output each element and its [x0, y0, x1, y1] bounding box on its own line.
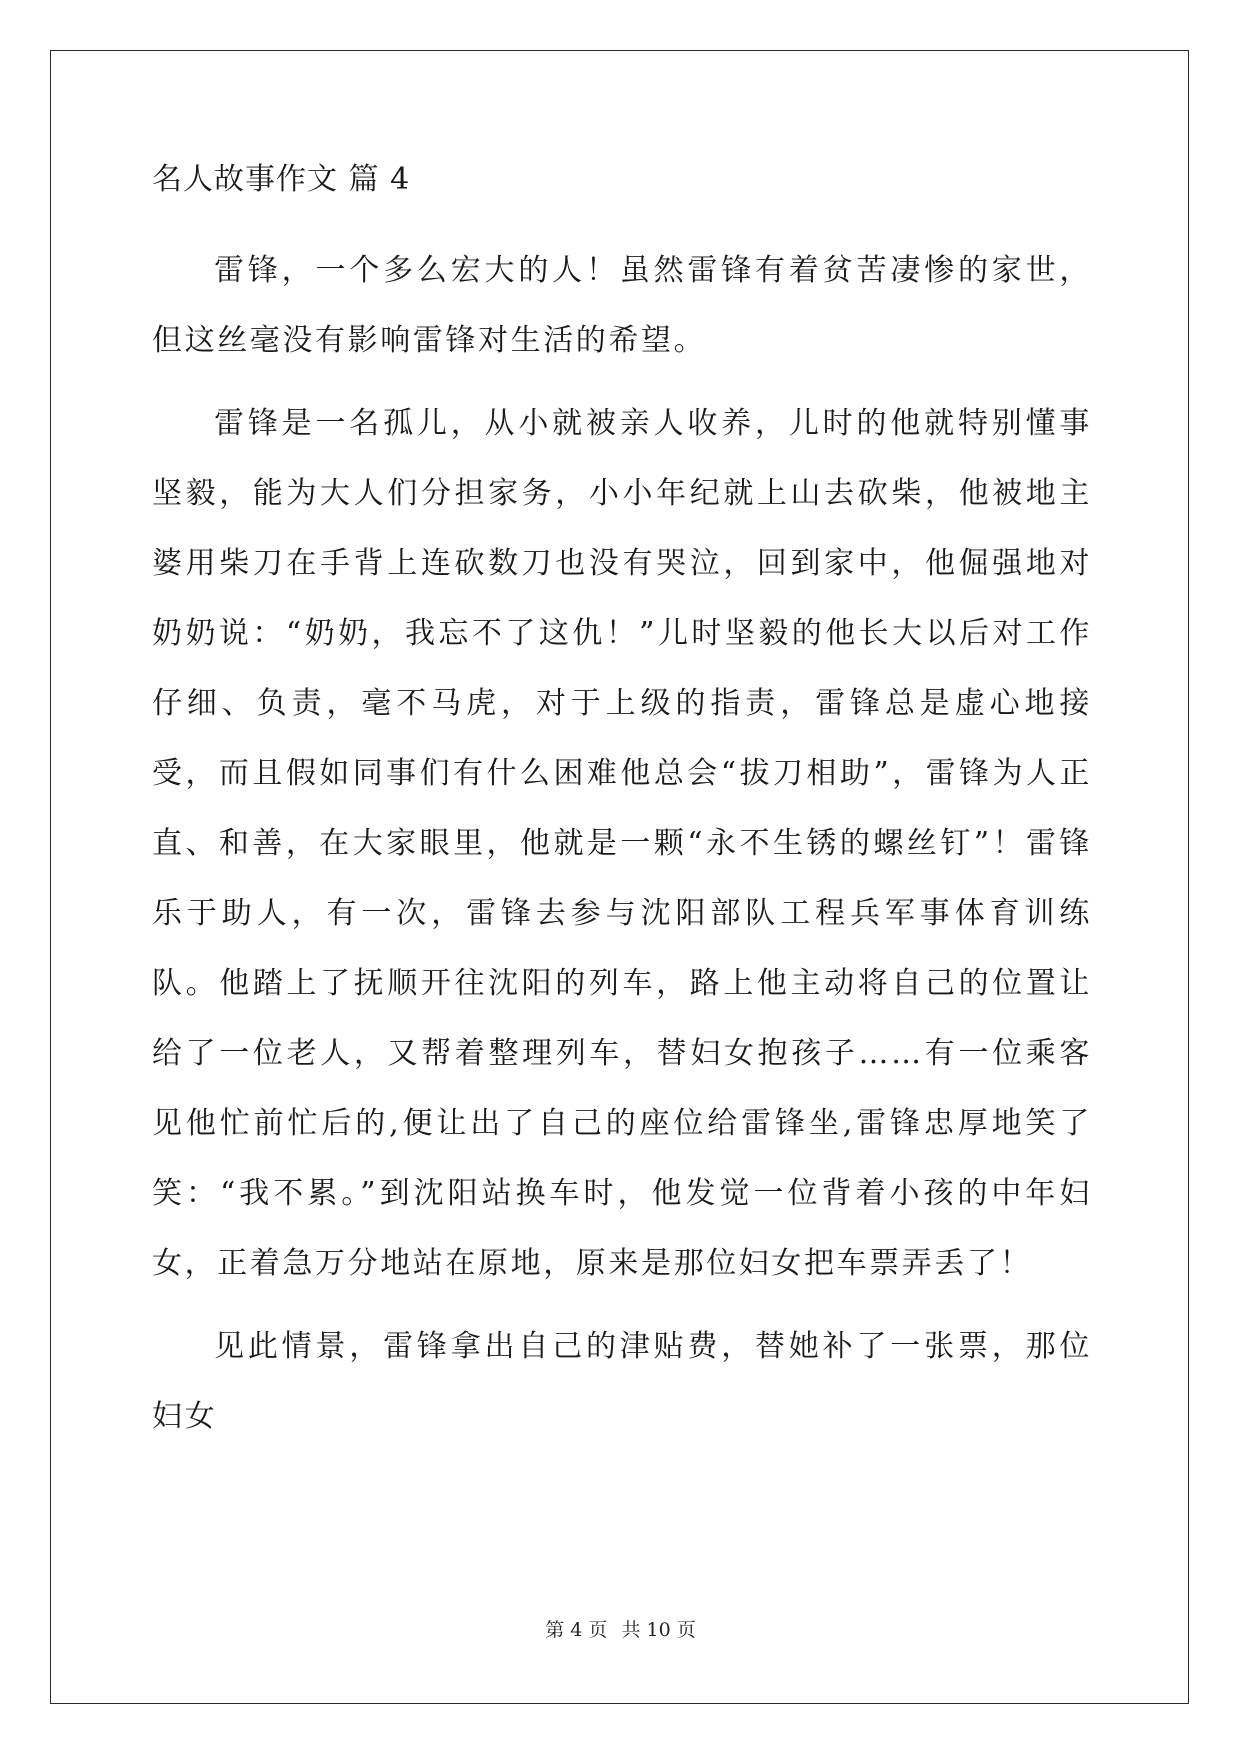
document-body — [152, 160, 1092, 1465]
paragraph-3: 见此情景，雷锋拿出自己的津贴费，替她补了一张票，那位妇女 — [152, 1329, 1092, 1434]
page-number: 第 4 页 — [545, 1619, 608, 1641]
section-heading: 名人故事作文 篇 4 — [152, 162, 411, 197]
paragraph-1: 雷锋，一个多么宏大的人！虽然雷锋有着贫苦凄惨的家世，但这丝毫没有影响雷锋对生活的希望。 — [152, 253, 1092, 358]
page-footer — [0, 1617, 1241, 1643]
paragraph-2: 雷锋是一名孤儿，从小就被亲人收养，儿时的他就特别懂事坚毅，能为大人们分担家务，小小年纪就上山去砍柴，他被地主婆用柴刀在手背上连砍数刀也没有哭泣，回到家中，他倔强地对奶奶说：“奶奶，我忘不了这仇！”儿时坚毅的他长大以后对工作仔细、负责，毫不马虎，对于上级的指责，雷锋总是虚心地接受，而且假如同事们有什么困难他总会“拔刀相助”，雷锋为人正直、和善，在大家眼里，他就是一颗“永不生锈的螺丝钉”！雷锋乐于助人，有一次，雷锋去参与沈阳部队工程兵军事体育训练队。他踏上了抚顺开往沈阳的列车，路上他主动将自己的位置让给了一位老人，又帮着整理列车，替妇女抱孩子……有一位乘客见他忙前忙后的,便让出了自己的座位给雷锋坐,雷锋忠厚地笑了笑：“我不累。”到沈阳站换车时，他发觉一位背着小孩的中年妇女，正着急万分地站在原地，原来是那位妇女把车票弄丢了！ — [152, 406, 1092, 1281]
page-total: 共 10 页 — [621, 1619, 696, 1641]
